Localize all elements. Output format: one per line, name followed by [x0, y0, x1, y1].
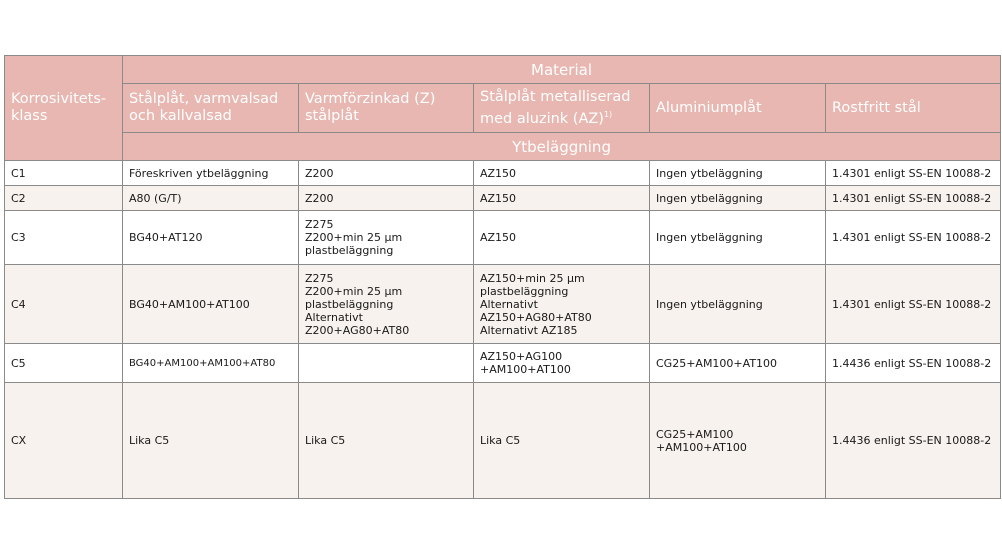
- class-cell: C5: [5, 344, 123, 383]
- table-cell: Ingen ytbeläggning: [650, 211, 826, 265]
- column-header-aluminium: Aluminiumplåt: [650, 84, 826, 133]
- table-cell: BG40+AM100+AM100+AT80: [123, 344, 299, 383]
- table-cell: Lika C5: [123, 383, 299, 499]
- table-cell: AZ150: [474, 161, 650, 186]
- table-cell: Z275 Z200+min 25 µm plastbeläggning Alternativt Z200+AG80+AT80: [299, 265, 474, 344]
- table-cell: Lika C5: [474, 383, 650, 499]
- class-cell: C4: [5, 265, 123, 344]
- table-cell: Ingen ytbeläggning: [650, 186, 826, 211]
- material-header: Material: [123, 56, 1001, 84]
- table-cell: Föreskriven ytbeläggning: [123, 161, 299, 186]
- table-cell: Z200: [299, 161, 474, 186]
- table-cell: BG40+AT120: [123, 211, 299, 265]
- column-header-stainless: Rostfritt stål: [826, 84, 1001, 133]
- coating-header: Ytbeläggning: [123, 133, 1001, 161]
- table-row: [5, 161, 1001, 186]
- table-cell: AZ150+AG100 +AM100+AT100: [474, 344, 650, 383]
- class-cell: C2: [5, 186, 123, 211]
- table-cell: 1.4301 enligt SS-EN 10088-2: [826, 211, 1001, 265]
- table-row: [5, 265, 1001, 344]
- column-header-aluzink: Stålplåt metalliserad med aluzink (AZ)$^{1)}$: [474, 84, 650, 133]
- table-cell: AZ150+min 25 µm plastbeläggning Alternativt AZ150+AG80+AT80 Alternativt AZ185: [474, 265, 650, 344]
- table-row: [5, 186, 1001, 211]
- table-cell: [299, 344, 474, 383]
- table-cell: 1.4436 enligt SS-EN 10088-2: [826, 344, 1001, 383]
- table-cell: Lika C5: [299, 383, 474, 499]
- table-row: [5, 344, 1001, 383]
- table-cell: A80 (G/T): [123, 186, 299, 211]
- class-cell: C3: [5, 211, 123, 265]
- table-cell: CG25+AM100 +AM100+AT100: [650, 383, 826, 499]
- table-cell: Z200: [299, 186, 474, 211]
- table-row: [5, 383, 1001, 499]
- table-cell: AZ150: [474, 186, 650, 211]
- class-column-header: Korrosivitets- klass: [5, 56, 123, 161]
- column-header-hot-cold-rolled: Stålplåt, varmvalsad och kallvalsad: [123, 84, 299, 133]
- table-cell: 1.4301 enligt SS-EN 10088-2: [826, 186, 1001, 211]
- table-row: [5, 211, 1001, 265]
- class-cell: C1: [5, 161, 123, 186]
- table-cell: AZ150: [474, 211, 650, 265]
- table-cell: Ingen ytbeläggning: [650, 265, 826, 344]
- table-cell: Ingen ytbeläggning: [650, 161, 826, 186]
- table-cell: 1.4301 enligt SS-EN 10088-2: [826, 161, 1001, 186]
- corrosivity-table: [4, 55, 1001, 499]
- table-cell: CG25+AM100+AT100: [650, 344, 826, 383]
- column-header-galvanized: Varmförzinkad (Z) stålplåt: [299, 84, 474, 133]
- class-cell: CX: [5, 383, 123, 499]
- table-cell: BG40+AM100+AT100: [123, 265, 299, 344]
- table-cell: 1.4436 enligt SS-EN 10088-2: [826, 383, 1001, 499]
- table-cell: Z275 Z200+min 25 µm plastbeläggning: [299, 211, 474, 265]
- table-cell: 1.4301 enligt SS-EN 10088-2: [826, 265, 1001, 344]
